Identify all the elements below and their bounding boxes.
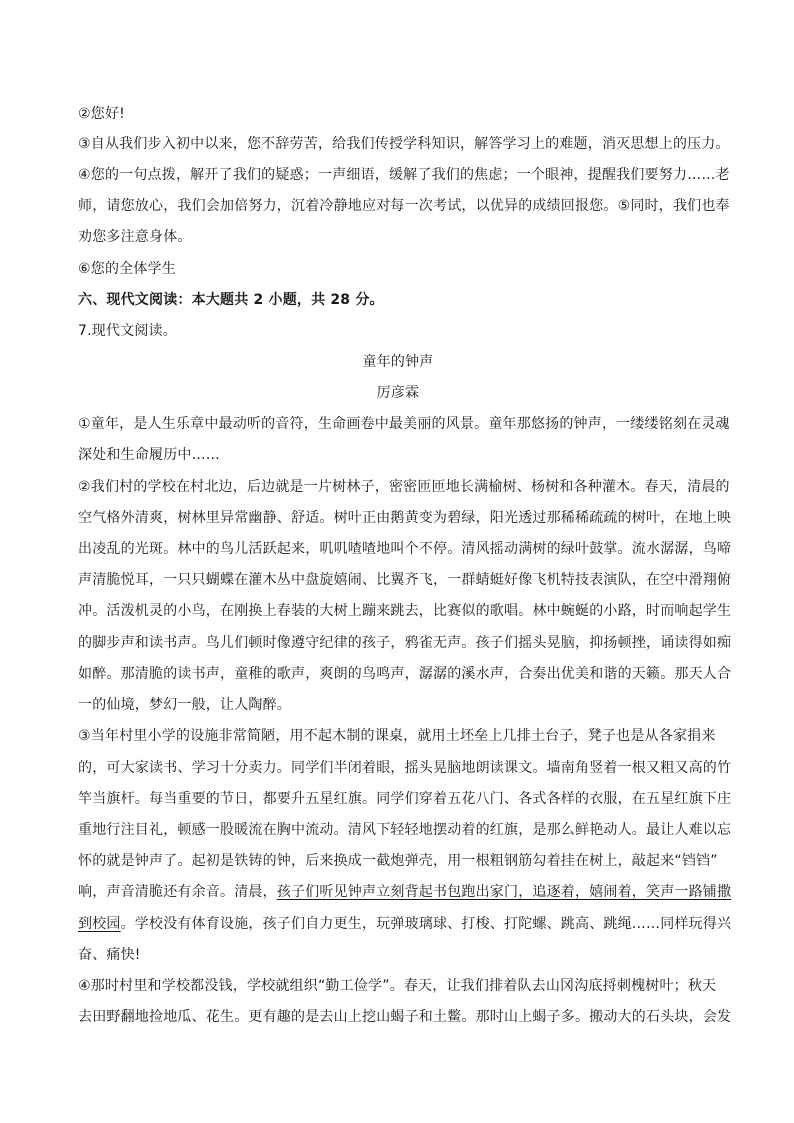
article-text: 。学校没有体育设施，孩子们自力更生，玩弹玻璃球、打梭、打陀螺、跳高、跳绳……同样玩得兴 [120,916,732,932]
letter-paragraph-4-line-1: ④您的一句点拨，解开了我们的疑惑；一声细语，缓解了我们的焦虑；一个眼神，提醒我们要努力……老 [78,167,730,183]
article-line: 空气格外清爽，树林里异常幽静、舒适。树叶正由鹅黄变为碧绿，阳光透过那稀稀疏疏的树叶，在地上映 [78,510,732,526]
article-text: 响，声音清脆还有余音。清晨， [78,884,277,900]
letter-paragraph-3: ③自从我们步入初中以来，您不辞劳苦，给我们传授学科知识，解答学习上的难题，消灭思想上的压力。 [78,136,730,152]
article-line: 的，可大家读书、学习十分卖力。同学们半闭着眼，摇头晃脑地朗读课文。墙南角竖着一根又粗又高的竹 [78,760,732,776]
letter-paragraph-2: ②您好! [78,106,125,122]
article-line: ②我们村的学校在村北边，后边就是一片树林子，密密匝匝地长满榆树、杨树和各种灌木。春天，清晨的 [78,479,730,495]
letter-paragraph-4-line-3: 劝您多注意身体。 [78,229,192,245]
section-header: 六、现代文阅读：本大题共 2 小题，共 28 分。 [78,292,384,308]
article-line: 出凌乱的光斑。林中的鸟儿活跃起来，叽叽喳喳地叫个不停。清风摇动满树的绿叶鼓掌。流水潺潺，鸟啼 [78,541,732,557]
underlined-sentence: 孩子们听见钟声立刻背起书包跑出家门，追逐着，嬉闹着，笑声一路铺撒 [276,884,732,900]
letter-paragraph-4-line-2: 师，请您放心，我们会加倍努力，沉着冷静地应对每一次考试，以优异的成绩回报您。⑤同时，我们也奉 [78,198,730,214]
article-line: 深处和生命履历中…… [78,447,220,463]
article-line: ③当年村里小学的设施非常简陋，用不起木制的课桌，就用土坯垒上几排土台子，凳子也是从各家捐来 [78,728,716,744]
article-author: 厉彦霖 [376,385,420,401]
article-line: ④那时村里和学校都没钱，学校就组织“勤工俭学”。春天，让我们排着队去山冈沟底捋刺槐树叶；秋天 [78,978,717,994]
article-line: 冲。活泼机灵的小鸟，在刚换上春装的大树上蹦来跳去，比赛似的歌唱。林中蜿蜒的小路，时而响起学生 [78,603,732,619]
article-title: 童年的钟声 [362,354,434,370]
letter-signature: ⑥您的全体学生 [78,261,176,277]
article-line: 声清脆悦耳，一只只蝴蝶在灌木丛中盘旋嬉闹、比翼齐飞，一群蜻蜓好像飞机特技表演队，在空中滑翔俯 [78,572,732,588]
article-line: 的脚步声和读书声。鸟儿们顿时像遵守纪律的孩子，鸦雀无声。孩子们摇头晃脑，抑扬顿挫，诵读得如痴 [78,635,732,651]
article-line: 奋、痛快! [78,947,141,963]
article-line-underlined [78,882,732,902]
article-line: 重地行注目礼，顿感一股暖流在胸中流动。清风下轻轻地摆动着的红旗，是那么鲜艳动人。最让人难以忘 [78,822,732,838]
question-label: 7.现代文阅读。 [78,323,177,339]
article-line-underlined-end [78,914,732,934]
article-line: ①童年，是人生乐章中最动听的音符，生命画卷中最美丽的风景。童年那悠扬的钟声，一缕缕铭刻在灵魂 [78,416,730,432]
article-line: 怀的就是钟声了。起初是铁铸的钟，后来换成一截炮弹壳，用一根粗钢筋勾着挂在树上，敲起来“铛铛” [78,853,718,869]
article-line: 一的仙境，梦幻一般，让人陶醉。 [78,697,291,713]
article-line: 去田野翻地捡地瓜、花生。更有趣的是去山上挖山蝎子和土鳖。那时山上蝎子多。搬动大的石头块，会发 [78,1009,732,1025]
article-line: 如醉。那清脆的读书声，童稚的歌声，爽朗的鸟鸣声，潺潺的溪水声，合奏出优美和谐的天籁。那天人合 [78,666,732,682]
underlined-sentence-end: 到校园 [78,916,121,932]
article-line: 竿当旗杆。每当重要的节日，都要升五星红旗。同学们穿着五花八门、各式各样的衣服，在五星红旗下庄 [78,791,732,807]
